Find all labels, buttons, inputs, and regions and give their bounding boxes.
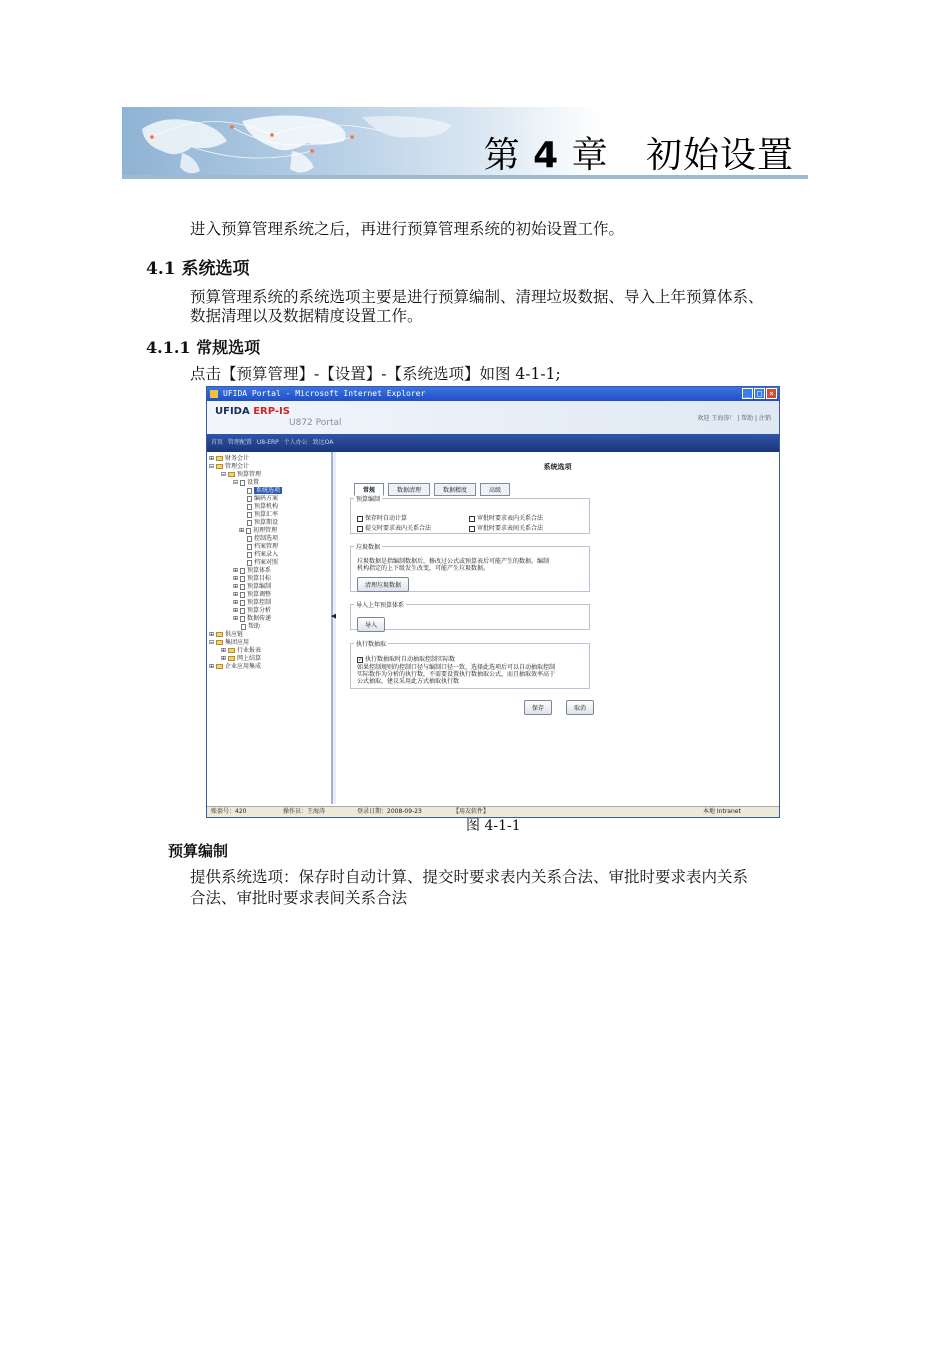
tree-item[interactable]: ⊞ 行业报表 — [221, 647, 261, 654]
figure-caption: 图 4-1-1 — [466, 818, 521, 834]
garbage-note: 垃圾数据是指编制数据后，修改过公式或预算表后可能产生的数据。编制 — [357, 558, 550, 565]
tree-item[interactable]: 控制选项 — [247, 535, 278, 543]
exec-note: 实际数作为分析的执行数，不需要设置执行数抽取公式，而且抽取效率高于 — [357, 671, 556, 678]
tree-item[interactable]: 预算机构 — [247, 503, 278, 511]
options-panel — [336, 452, 779, 804]
window-title: UFIDA Portal - Microsoft Internet Explorer — [223, 389, 426, 398]
status-zone: 本地 Intranet — [703, 808, 741, 815]
status-login-date: 登录日期：2008-09-23 — [357, 808, 422, 815]
tree-item[interactable]: 编码方案 — [247, 495, 278, 503]
tree-item[interactable]: ⊞ 网上结算 — [221, 655, 261, 662]
exec-extract-checkbox[interactable]: ✓ 执行数抽取时自动抽取控制实际数 — [358, 655, 456, 663]
user-links[interactable]: 欢迎 王海涛！ | 帮助 | 注销 — [697, 415, 771, 422]
save-button[interactable]: 保存 — [524, 700, 552, 715]
tab-advanced[interactable]: 高级 — [480, 483, 510, 496]
window-titlebar — [207, 387, 779, 401]
tree-item[interactable]: ⊞ 预算目标 — [233, 575, 271, 582]
status-operator: 操作员：王海涛 — [283, 808, 326, 815]
clean-garbage-button[interactable]: 清理垃圾数据 — [357, 577, 409, 592]
status-product: 【用友软件】 — [453, 808, 490, 815]
tree-item[interactable]: ⊞ 数据传递 — [233, 615, 271, 622]
tab-general[interactable]: 常规 — [354, 483, 384, 496]
portal-nav[interactable]: 首页 管理配置 U8-ERP 个人办公 致远OA — [207, 434, 779, 452]
tree-item[interactable]: ⊟ 集团应用 — [209, 639, 249, 646]
menu-tree — [207, 452, 337, 804]
import-group: 导入上年预算体系 导入 — [350, 600, 590, 630]
exec-note: 公式抽取，建议采用此方式抽取执行数 — [357, 678, 460, 685]
section-heading: 4.1 系统选项 — [146, 259, 250, 279]
close-icon[interactable]: × — [766, 388, 777, 399]
section-line-2: 数据清理以及数据精度设置工作。 — [190, 307, 423, 325]
ufida-logo: UFIDA ERP-IS — [215, 406, 290, 417]
tree-item[interactable]: 预算汇率 — [247, 511, 278, 519]
tree-item[interactable]: 预算期设 — [247, 519, 278, 527]
budget-compile-group: 预算编制 保存时自动计算 审批时要求表内关系合法 提交时要求表内关系合法 审批时要求表间关系合法 — [350, 494, 590, 534]
garbage-note: 机构指定的上下级发生改变，可能产生垃圾数据。 — [357, 565, 490, 572]
tree-item[interactable]: ⊟ 预算管理 — [221, 471, 261, 478]
tree-item[interactable]: ⊞ 预算控制 — [233, 599, 271, 606]
tree-item[interactable]: ⊞ 财务会计 — [209, 455, 249, 462]
tree-item[interactable]: 帮助 — [241, 623, 260, 631]
chapter-title: 第 4 章 初始设置 — [483, 135, 794, 176]
auto-calc-checkbox[interactable]: 保存时自动计算 — [357, 513, 407, 522]
tree-item[interactable]: ⊞ 初理管理 — [239, 527, 277, 534]
import-button[interactable]: 导入 — [357, 617, 385, 632]
tab-data-cleanup[interactable]: 数据清理 — [388, 483, 430, 496]
section-line-1: 预算管理系统的系统选项主要是进行预算编制、清理垃圾数据、导入上年预算体系、 — [190, 288, 764, 306]
tree-item[interactable]: ⊞ 供应链 — [209, 631, 243, 638]
budget-compile-heading: 预算编制 — [168, 842, 229, 860]
minimize-icon[interactable]: _ — [742, 388, 753, 399]
tree-item[interactable]: 档案录入 — [247, 551, 278, 559]
tree-item-selected[interactable]: 系统选项 — [247, 487, 282, 495]
closing-line-1: 提供系统选项：保存时自动计算、提交时要求表内关系合法、审批时要求表内关系 — [190, 868, 749, 886]
tree-item[interactable]: ⊟ 设置 — [233, 479, 259, 486]
subsection-heading: 4.1.1 常规选项 — [146, 338, 261, 357]
ie-icon — [210, 390, 218, 398]
garbage-data-group: 垃圾数据 垃圾数据是指编制数据后，修改过公式或预算表后可能产生的数据。编制 机构指定的上下级发生改变，可能产生垃圾数据。 清理垃圾数据 — [350, 542, 590, 592]
approve-intra-checkbox[interactable]: 审批时要求表内关系合法 — [469, 513, 543, 522]
portal-subtitle: U872 Portal — [289, 418, 342, 428]
tree-item[interactable]: ⊞ 企业应用集成 — [209, 663, 261, 670]
dialog-title: 系统选项 — [543, 463, 572, 471]
exec-note: 如果控制规则的控制口径与编制口径一致，选择此选项后可以自动抽取控制 — [357, 664, 556, 671]
portal-header — [207, 401, 779, 434]
tree-item[interactable]: 档案管理 — [247, 543, 278, 551]
collapse-arrow-icon[interactable]: ◀ — [331, 612, 337, 620]
tree-item[interactable]: ⊞ 预算编制 — [233, 583, 271, 590]
tree-item[interactable]: ⊟ 管理会计 — [209, 463, 249, 470]
maximize-icon[interactable]: □ — [754, 388, 765, 399]
intro-paragraph: 进入预算管理系统之后，再进行预算管理系统的初始设置工作。 — [190, 220, 625, 238]
tree-item[interactable]: ⊞ 预算体系 — [233, 567, 271, 574]
chapter-banner — [122, 107, 808, 179]
approve-inter-checkbox[interactable]: 审批时要求表间关系合法 — [469, 523, 543, 532]
tree-item[interactable]: ⊞ 预算调整 — [233, 591, 271, 598]
tree-item[interactable]: ⊞ 预算分析 — [233, 607, 271, 614]
tab-data-precision[interactable]: 数据精度 — [434, 483, 476, 496]
tree-item[interactable]: 档案对照 — [247, 559, 278, 567]
submit-intra-checkbox[interactable]: 提交时要求表内关系合法 — [357, 523, 431, 532]
exec-extract-group: 执行数抽取 ✓ 执行数抽取时自动抽取控制实际数 如果控制规则的控制口径与编制口径一致，选择此选项后可以自动抽取控制 实际数作为分析的执行数，不需要设置执行数抽取公式，而且抽取效率高于 公式抽取，建议采用此方式抽取执行数 — [350, 639, 590, 689]
cancel-button[interactable]: 取消 — [566, 700, 594, 715]
status-account: 账套号：420 — [211, 808, 247, 815]
tab-body — [350, 494, 605, 694]
closing-line-2: 合法、审批时要求表间关系合法 — [190, 889, 408, 907]
portal-screenshot — [206, 386, 780, 818]
instruction-line: 点击【预算管理】-【设置】-【系统选项】如图 4-1-1; — [190, 365, 561, 383]
